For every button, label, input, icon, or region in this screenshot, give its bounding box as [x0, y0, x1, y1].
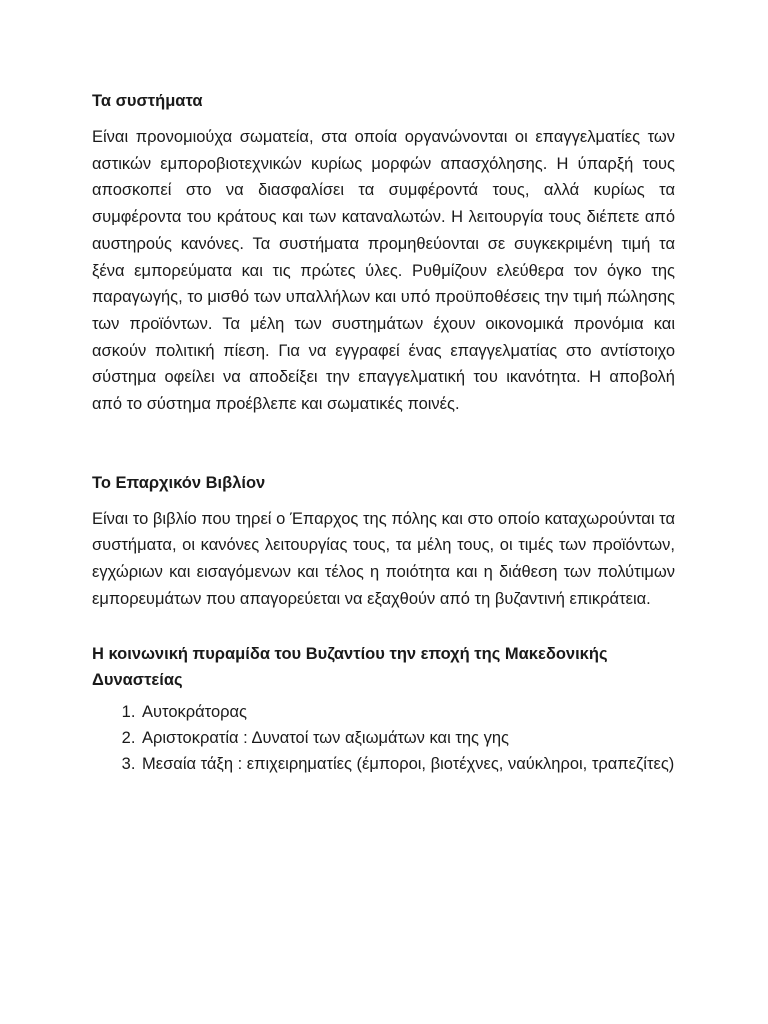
- list-item: 3. Μεσαία τάξη : επιχειρηματίες (έμποροι, βιοτέχνες, ναύκληροι, τραπεζίτες): [140, 751, 675, 777]
- section-paragraph: Είναι προνομιούχα σωματεία, στα οποία οργανώνονται οι επαγγελματίες των αστικών εμποροβιοτεχνικών κυρίως μορφών απασχόλησης. Η ύπαρξή τους αποσκοπεί στο να διασφαλίσει τα συμφέροντά τους, αλλά κυρίως τα συμφέροντα του κράτους και των καταναλωτών. Η λειτουργία τους διέπετε από αυστηρούς κανόνες. Τα συστήματα προμηθεύονται σε συγκεκριμένη τιμή τα ξένα εμπορεύματα και τις πρώτες ύλες. Ρυθμίζουν ελεύθερα τον όγκο της παραγωγής, το μισθό των υπαλλήλων και υπό προϋποθέσεις την τιμή πώλησης των προϊόντων. Τα μέλη των συστημάτων έχουν οικονομικά προνόμια και ασκούν πολιτική πίεση. Για να εγγραφεί ένας επαγγελματίας στο αντίστοιχο σύστημα οφείλει να αποδείξει την επαγγελματική του ικανότητα. Η αποβολή από το σύστημα προέβλεπε και σωματικές ποινές.: [92, 128, 675, 414]
- section-paragraph: Είναι το βιβλίο που τηρεί ο Έπαρχος της πόλης και στο οποίο καταχωρούνται τα συστήματα, οι κανόνες λειτουργίας τους, τα μέλη τους, οι τιμές των προϊόντων, εγχώριων και εισαγόμενων και τέλος η ποιότητα και η διάθεση των πολύτιμων εμπορευμάτων που απαγορεύεται να εξαχθούν από τη βυζαντινή επικράτεια.: [92, 509, 675, 608]
- section-social-pyramid: [92, 641, 675, 777]
- section-systems: [92, 88, 675, 418]
- list-item: 2. Αριστοκρατία : Δυνατοί των αξιωμάτων και της γης: [140, 725, 675, 751]
- section-eparchikon-vivlion: [92, 470, 675, 613]
- section-title: Το Επαρχικόν Βιβλίον: [92, 473, 266, 492]
- list-item: 1. Αυτοκράτορας: [140, 699, 675, 725]
- pyramid-list: [92, 699, 675, 777]
- section-title: Τα συστήματα: [92, 92, 203, 110]
- document-page: [92, 88, 675, 777]
- section-title: Η κοινωνική πυραμίδα του Βυζαντίου την εποχή της Μακεδονικής Δυναστείας: [92, 644, 608, 689]
